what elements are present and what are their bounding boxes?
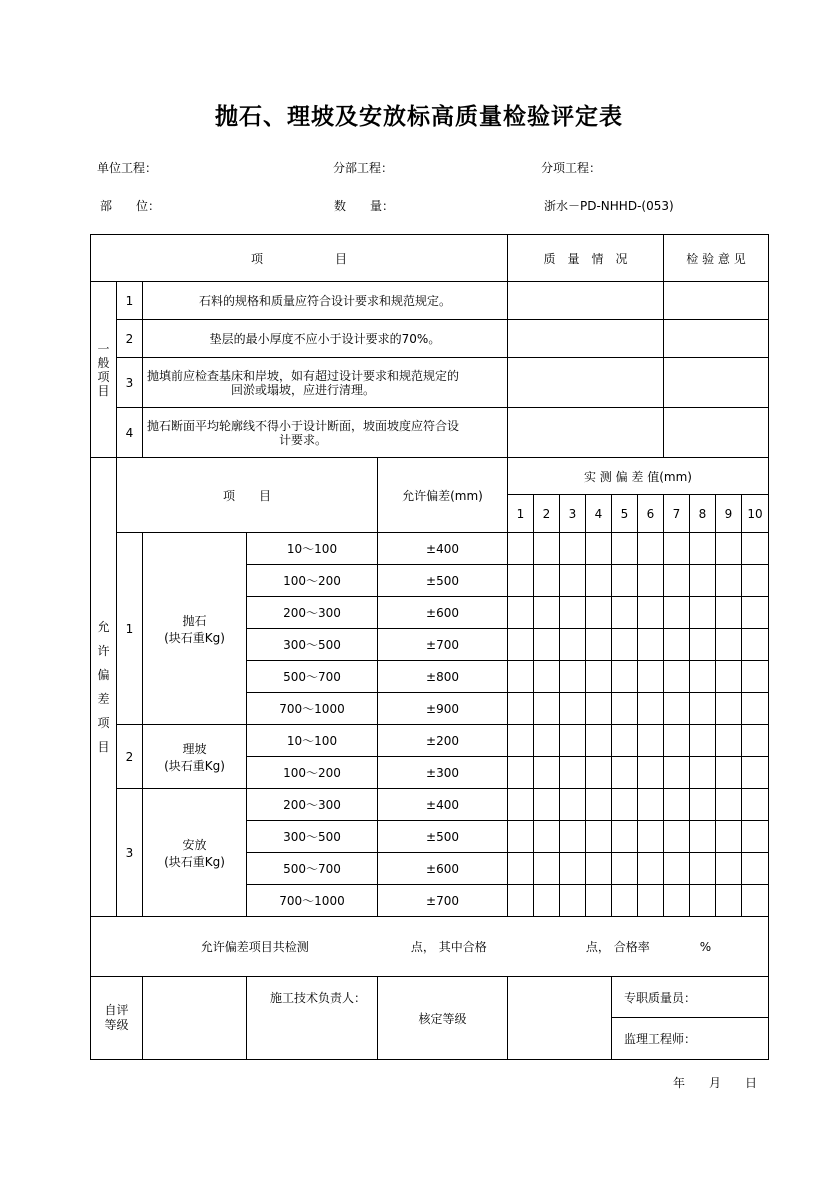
weight-range: 200～300 [247, 789, 378, 821]
allowed-deviation: ±700 [378, 885, 508, 917]
general-text: 石料的规格和质量应符合设计要求和规范规定。 [143, 282, 508, 320]
allowed-deviation: ±600 [378, 597, 508, 629]
measure-cell[interactable] [664, 757, 690, 789]
quality-officer-label[interactable]: 专职质量员： [612, 977, 769, 1018]
general-row [91, 358, 769, 408]
group-name: 理坡 (块石重Kg) [143, 725, 247, 789]
opinion-cell[interactable] [664, 408, 769, 458]
measure-cell[interactable] [742, 533, 769, 565]
measure-cell[interactable] [664, 661, 690, 693]
weight-range: 10～100 [247, 725, 378, 757]
measure-index: 2 [534, 495, 560, 533]
tech-lead-label[interactable]: 施工技术负责人： [247, 977, 378, 1060]
measure-cell[interactable] [742, 565, 769, 597]
sign-row-1 [91, 977, 769, 1018]
self-eval-cell[interactable] [143, 977, 247, 1060]
verified-grade-label: 核定等级 [378, 977, 508, 1060]
quality-cell[interactable] [508, 282, 664, 320]
general-text: 抛石断面平均轮廓线不得小于设计断面，坡面坡度应符合设计要求。 [143, 408, 508, 458]
opinion-header: 检 验 意 见 [664, 235, 769, 282]
tolerance-row [91, 725, 769, 757]
measure-cell[interactable] [638, 725, 664, 757]
measure-cell[interactable] [534, 533, 560, 565]
quality-cell[interactable] [508, 408, 664, 458]
measure-index: 1 [508, 495, 534, 533]
general-items-label: 一般项目 [91, 282, 117, 458]
measure-cell[interactable] [534, 821, 560, 853]
measure-cell[interactable] [586, 661, 612, 693]
weight-range: 100～200 [247, 565, 378, 597]
measure-cell[interactable] [690, 725, 716, 757]
measure-cell[interactable] [508, 597, 534, 629]
measure-cell[interactable] [612, 693, 638, 725]
measure-cell[interactable] [638, 757, 664, 789]
group-name: 安放 (块石重Kg) [143, 789, 247, 917]
measure-cell[interactable] [716, 789, 742, 821]
general-text: 垫层的最小厚度不应小于设计要求的70%。 [143, 320, 508, 358]
measure-cell[interactable] [534, 853, 560, 885]
allowed-deviation: ±800 [378, 661, 508, 693]
measure-cell[interactable] [690, 533, 716, 565]
measure-cell[interactable] [690, 629, 716, 661]
measure-cell[interactable] [716, 885, 742, 917]
measure-cell[interactable] [534, 725, 560, 757]
measure-cell[interactable] [612, 853, 638, 885]
measure-cell[interactable] [534, 757, 560, 789]
measure-cell[interactable] [534, 565, 560, 597]
measure-cell[interactable] [638, 885, 664, 917]
measure-cell[interactable] [586, 629, 612, 661]
summary-total-label: 允许偏差项目共检测 [200, 940, 309, 954]
summary-rate-label: 点， 合格率 [585, 940, 650, 954]
tolerance-row [91, 533, 769, 565]
measure-cell[interactable] [586, 533, 612, 565]
group-no: 3 [117, 789, 143, 917]
measure-cell[interactable] [690, 597, 716, 629]
measure-index: 5 [612, 495, 638, 533]
general-row [91, 282, 769, 320]
measure-cell[interactable] [508, 693, 534, 725]
measure-cell[interactable] [690, 757, 716, 789]
measure-cell[interactable] [742, 757, 769, 789]
measure-index: 3 [560, 495, 586, 533]
weight-range: 500～700 [247, 853, 378, 885]
weight-range: 200～300 [247, 597, 378, 629]
measure-cell[interactable] [638, 821, 664, 853]
measure-cell[interactable] [586, 693, 612, 725]
general-no: 3 [117, 358, 143, 408]
allowed-deviation: ±700 [378, 629, 508, 661]
allowed-deviation: ±500 [378, 565, 508, 597]
measure-index: 10 [742, 495, 769, 533]
measure-cell[interactable] [638, 853, 664, 885]
item-header: 项 目 [91, 235, 508, 282]
quality-cell[interactable] [508, 358, 664, 408]
measure-index: 7 [664, 495, 690, 533]
measure-index: 4 [586, 495, 612, 533]
header-row [91, 235, 769, 282]
measure-cell[interactable] [534, 629, 560, 661]
measure-cell[interactable] [508, 533, 534, 565]
measure-cell[interactable] [586, 821, 612, 853]
measure-cell[interactable] [716, 853, 742, 885]
measure-cell[interactable] [638, 661, 664, 693]
measure-cell[interactable] [690, 661, 716, 693]
measure-cell[interactable] [664, 821, 690, 853]
measure-cell[interactable] [586, 789, 612, 821]
measure-cell[interactable] [560, 693, 586, 725]
measure-index: 9 [716, 495, 742, 533]
measure-cell[interactable] [638, 597, 664, 629]
weight-range: 700～1000 [247, 693, 378, 725]
measure-cell[interactable] [690, 565, 716, 597]
date-label: 年 月 日 [673, 1076, 758, 1090]
group-no: 1 [117, 533, 143, 725]
inspection-table [90, 234, 769, 1060]
division-project-label: 分部工程： [333, 161, 394, 175]
measure-cell[interactable] [716, 661, 742, 693]
measure-cell[interactable] [508, 565, 534, 597]
measure-cell[interactable] [534, 693, 560, 725]
general-row [91, 320, 769, 358]
measure-cell[interactable] [508, 661, 534, 693]
measure-cell[interactable] [612, 661, 638, 693]
measure-cell[interactable] [638, 565, 664, 597]
general-row [91, 408, 769, 458]
general-no: 2 [117, 320, 143, 358]
summary-percent: % [699, 940, 712, 954]
allowed-deviation: ±400 [378, 789, 508, 821]
measure-cell[interactable] [716, 533, 742, 565]
verified-grade-cell[interactable] [508, 977, 612, 1060]
measure-cell[interactable] [742, 693, 769, 725]
measure-cell[interactable] [638, 789, 664, 821]
general-no: 1 [117, 282, 143, 320]
measure-cell[interactable] [690, 789, 716, 821]
quality-header: 质 量 情 况 [508, 235, 664, 282]
tolerance-row [91, 789, 769, 821]
measure-cell[interactable] [664, 597, 690, 629]
measure-cell[interactable] [742, 821, 769, 853]
form-code: 浙水－PD-NHHD-(053) [544, 199, 674, 213]
measure-cell[interactable] [560, 885, 586, 917]
measure-cell[interactable] [612, 725, 638, 757]
measure-cell[interactable] [664, 693, 690, 725]
measure-cell[interactable] [716, 629, 742, 661]
allowed-deviation: ±400 [378, 533, 508, 565]
measure-cell[interactable] [508, 629, 534, 661]
weight-range: 500～700 [247, 661, 378, 693]
weight-range: 300～500 [247, 821, 378, 853]
measure-cell[interactable] [560, 789, 586, 821]
weight-range: 300～500 [247, 629, 378, 661]
measure-cell[interactable] [612, 565, 638, 597]
measure-cell[interactable] [586, 725, 612, 757]
measure-cell[interactable] [560, 661, 586, 693]
measure-cell[interactable] [560, 629, 586, 661]
measure-cell[interactable] [560, 533, 586, 565]
measure-cell[interactable] [716, 757, 742, 789]
measure-cell[interactable] [508, 885, 534, 917]
measure-cell[interactable] [690, 885, 716, 917]
measure-cell[interactable] [508, 789, 534, 821]
allowed-deviation: ±600 [378, 853, 508, 885]
allowed-deviation: ±500 [378, 821, 508, 853]
quantity-label: 数 量： [334, 199, 395, 213]
supervisor-label[interactable]: 监理工程师： [612, 1018, 769, 1060]
measure-cell[interactable] [612, 789, 638, 821]
tolerance-items-label: 允许偏差项目 [91, 458, 117, 917]
measure-cell[interactable] [690, 821, 716, 853]
measure-cell[interactable] [508, 853, 534, 885]
measure-cell[interactable] [664, 565, 690, 597]
measure-cell[interactable] [534, 885, 560, 917]
measure-cell[interactable] [612, 629, 638, 661]
group-no: 2 [117, 725, 143, 789]
measure-cell[interactable] [586, 757, 612, 789]
measure-cell[interactable] [716, 565, 742, 597]
measure-cell[interactable] [612, 821, 638, 853]
measure-cell[interactable] [664, 629, 690, 661]
measure-cell[interactable] [508, 725, 534, 757]
summary-cell[interactable] [91, 917, 769, 977]
measure-cell[interactable] [534, 597, 560, 629]
measure-cell[interactable] [664, 853, 690, 885]
measure-cell[interactable] [534, 789, 560, 821]
measure-cell[interactable] [586, 565, 612, 597]
allowed-deviation: ±200 [378, 725, 508, 757]
allowed-deviation: ±300 [378, 757, 508, 789]
measure-cell[interactable] [664, 885, 690, 917]
measure-cell[interactable] [690, 693, 716, 725]
measure-cell[interactable] [742, 853, 769, 885]
opinion-cell[interactable] [664, 282, 769, 320]
measure-cell[interactable] [638, 533, 664, 565]
measure-cell[interactable] [586, 885, 612, 917]
measure-cell[interactable] [742, 789, 769, 821]
measure-index: 8 [690, 495, 716, 533]
measure-cell[interactable] [560, 853, 586, 885]
measure-cell[interactable] [716, 693, 742, 725]
measure-cell[interactable] [716, 725, 742, 757]
measure-cell[interactable] [742, 725, 769, 757]
allowed-deviation: ±900 [378, 693, 508, 725]
measure-cell[interactable] [638, 693, 664, 725]
measure-cell[interactable] [742, 661, 769, 693]
measure-cell[interactable] [560, 821, 586, 853]
measure-cell[interactable] [612, 597, 638, 629]
measure-cell[interactable] [534, 661, 560, 693]
measure-cell[interactable] [742, 597, 769, 629]
tol-allow-header: 允许偏差(mm) [378, 458, 508, 533]
self-eval-label: 自评等级 [91, 977, 143, 1060]
measure-cell[interactable] [690, 853, 716, 885]
summary-passed-label: 点， 其中合格 [410, 940, 487, 954]
measure-cell[interactable] [638, 629, 664, 661]
measure-cell[interactable] [508, 757, 534, 789]
item-project-label: 分项工程： [541, 161, 602, 175]
measure-cell[interactable] [742, 629, 769, 661]
summary-row [91, 917, 769, 977]
tolerance-header-row [91, 458, 769, 495]
measure-cell[interactable] [612, 533, 638, 565]
measure-cell[interactable] [612, 885, 638, 917]
location-label: 部 位： [100, 199, 161, 213]
measure-cell[interactable] [716, 597, 742, 629]
measure-cell[interactable] [560, 565, 586, 597]
measure-cell[interactable] [742, 885, 769, 917]
measure-index: 6 [638, 495, 664, 533]
measure-cell[interactable] [612, 757, 638, 789]
weight-range: 10～100 [247, 533, 378, 565]
form-title: 抛石、理坡及安放标高质量检验评定表 [215, 104, 623, 130]
measure-cell[interactable] [716, 821, 742, 853]
measure-cell[interactable] [664, 725, 690, 757]
measure-cell[interactable] [560, 757, 586, 789]
quality-cell[interactable] [508, 320, 664, 358]
tol-measured-header: 实 测 偏 差 值(mm) [508, 458, 769, 495]
tol-item-header: 项 目 [117, 458, 378, 533]
measure-cell[interactable] [586, 853, 612, 885]
opinion-cell[interactable] [664, 358, 769, 408]
weight-range: 100～200 [247, 757, 378, 789]
measure-cell[interactable] [508, 821, 534, 853]
general-text: 抛填前应检查基床和岸坡，如有超过设计要求和规范规定的回淤或塌坡，应进行清理。 [143, 358, 508, 408]
weight-range: 700～1000 [247, 885, 378, 917]
unit-project-label: 单位工程： [97, 161, 158, 175]
measure-cell[interactable] [560, 597, 586, 629]
measure-cell[interactable] [664, 533, 690, 565]
group-name: 抛石 (块石重Kg) [143, 533, 247, 725]
general-no: 4 [117, 408, 143, 458]
measure-cell[interactable] [664, 789, 690, 821]
opinion-cell[interactable] [664, 320, 769, 358]
measure-cell[interactable] [560, 725, 586, 757]
measure-cell[interactable] [586, 597, 612, 629]
